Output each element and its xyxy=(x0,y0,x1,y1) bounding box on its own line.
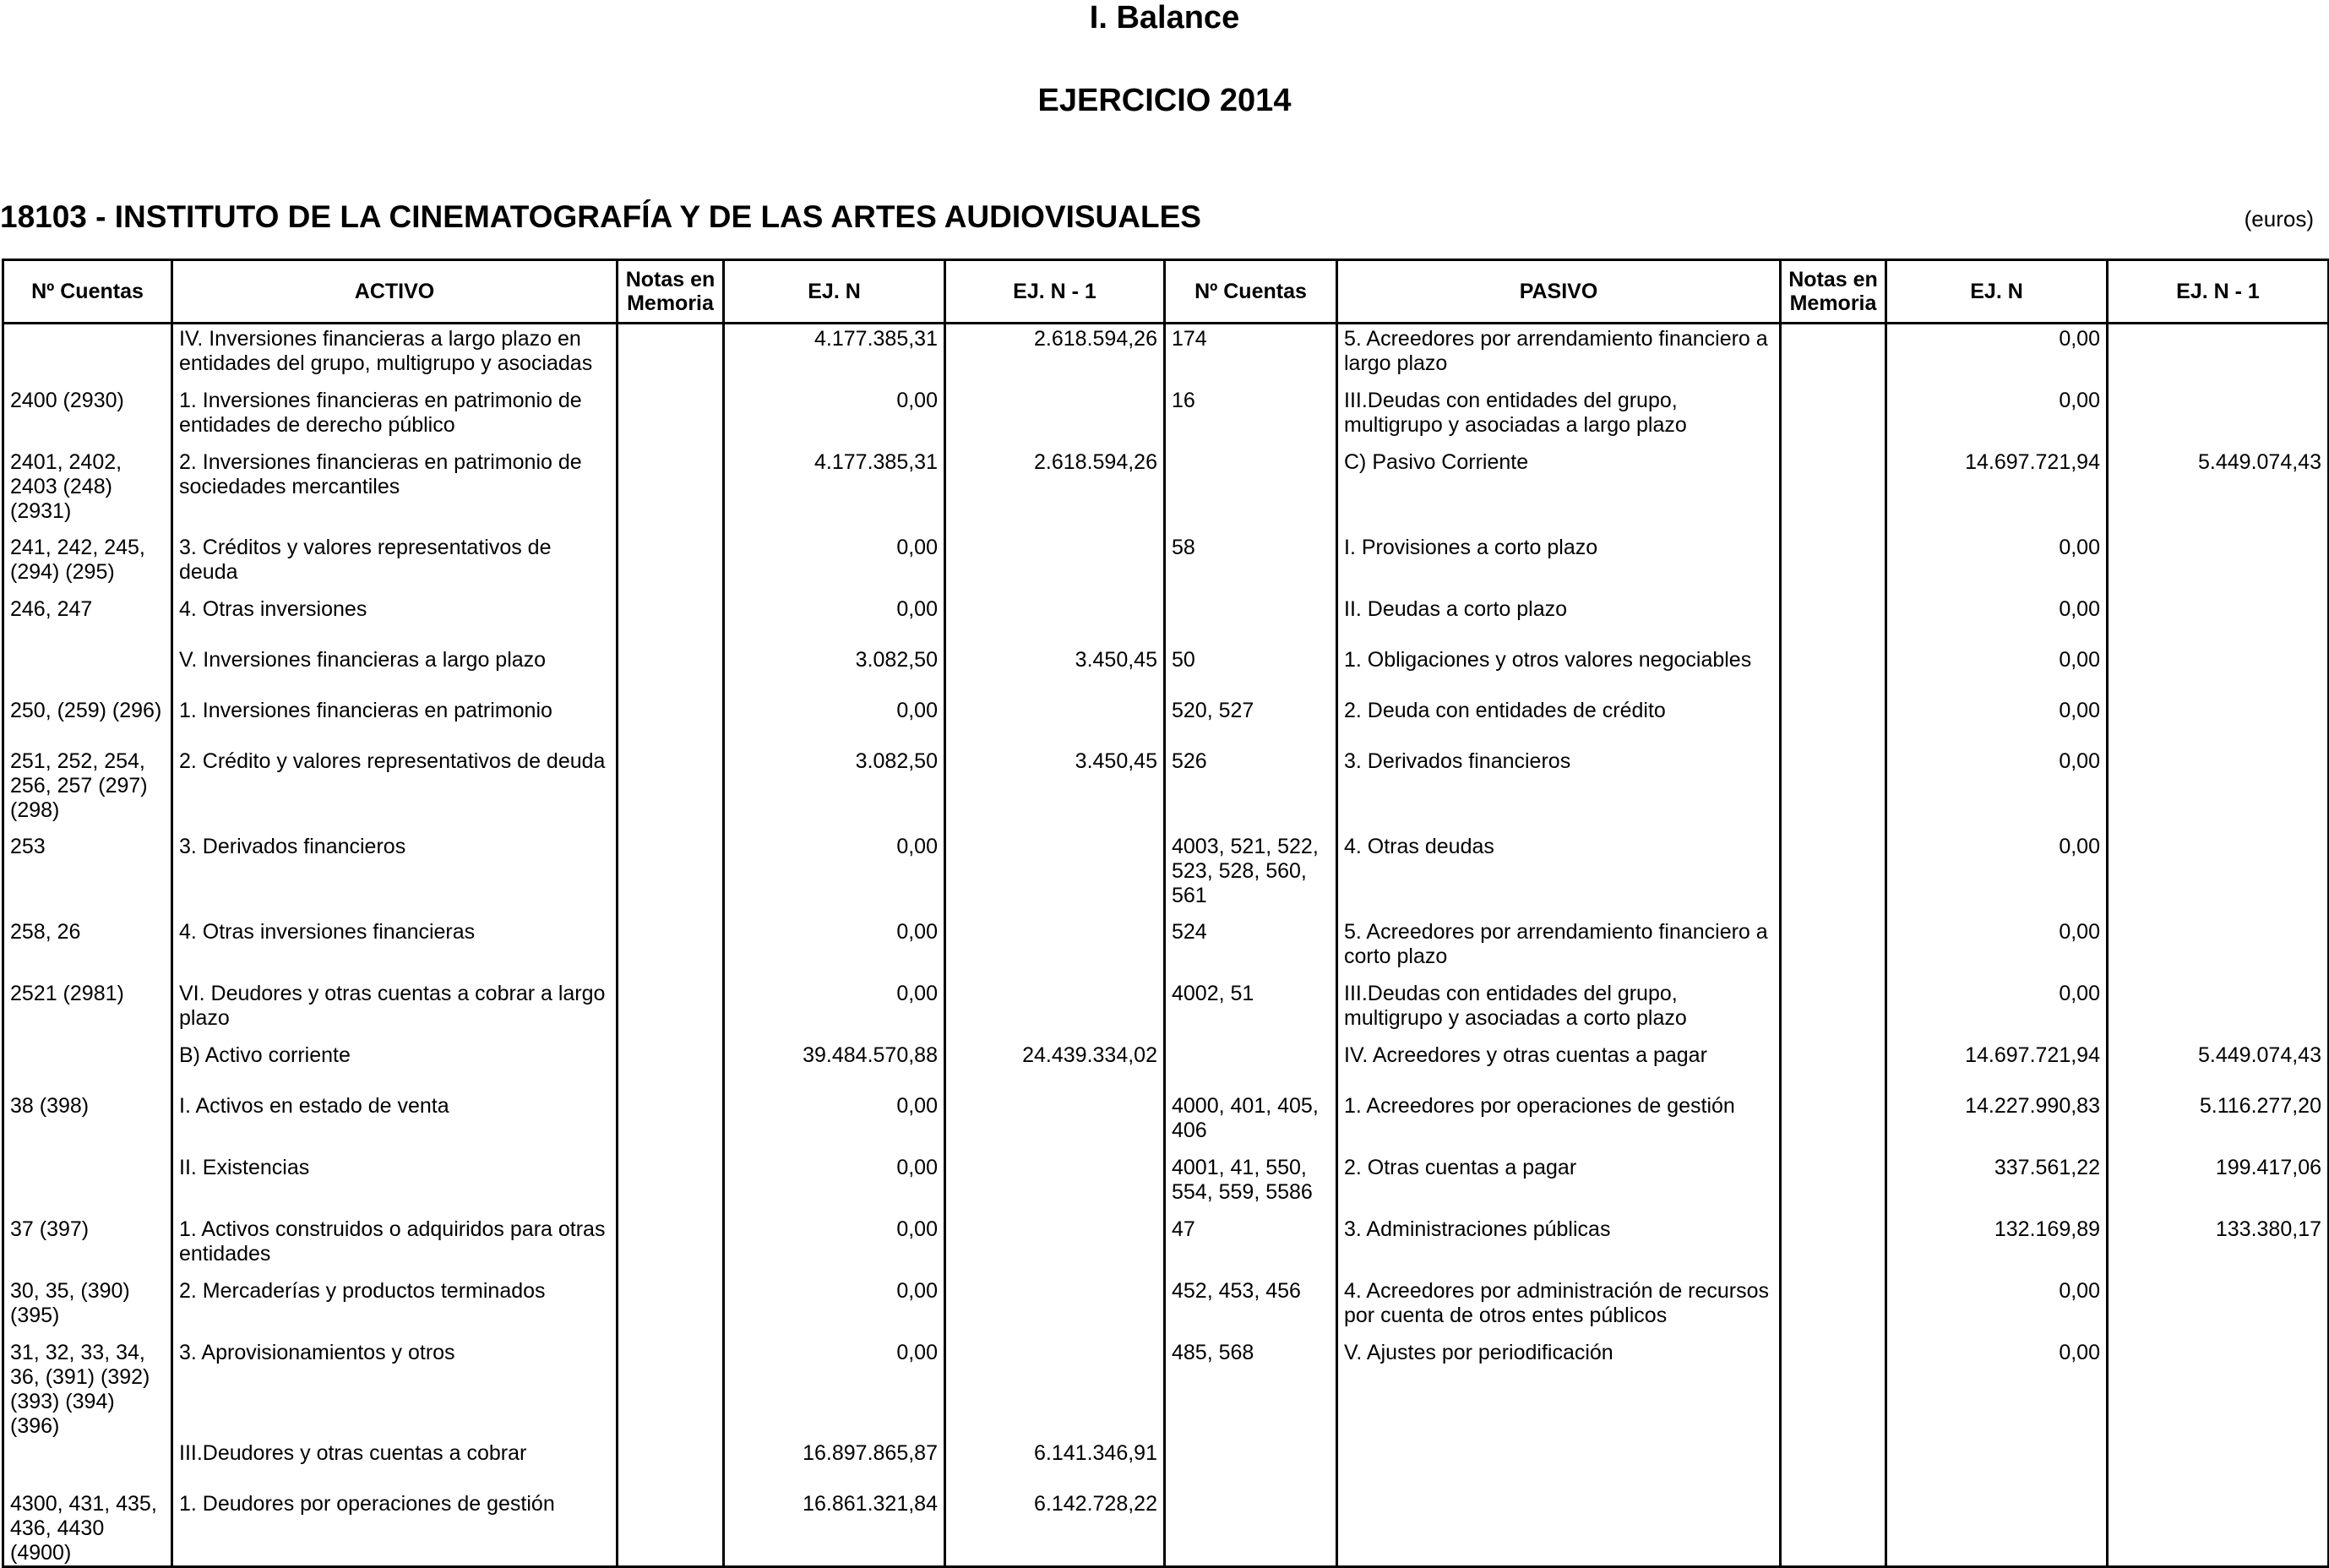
account-codes-pasivo xyxy=(1165,448,1337,533)
notes-activo xyxy=(618,696,724,747)
value-ej-n1-activo: 24.439.334,02 xyxy=(945,1041,1165,1092)
notes-activo xyxy=(618,595,724,645)
col-header-activo: ACTIVO xyxy=(172,260,618,324)
notes-pasivo xyxy=(1781,1439,1886,1489)
table-row xyxy=(3,1439,2329,1489)
activo-concept: 3. Derivados financieros xyxy=(172,832,618,917)
account-codes-activo: 2401, 2402, 2403 (248) (2931) xyxy=(3,448,172,533)
value-ej-n1-activo xyxy=(945,696,1165,747)
notes-pasivo xyxy=(1781,1489,1886,1567)
currency-units: (euros) xyxy=(2244,206,2314,231)
table-row xyxy=(3,595,2329,645)
activo-concept: 1. Inversiones financieras en patrimonio xyxy=(172,696,618,747)
table-row xyxy=(3,832,2329,917)
account-codes-activo xyxy=(3,1153,172,1215)
notes-activo xyxy=(618,1277,724,1338)
table-header-row xyxy=(3,260,2329,324)
account-codes-pasivo: 4003, 521, 522, 523, 528, 560, 561 xyxy=(1165,832,1337,917)
value-ej-n-activo: 4.177.385,31 xyxy=(724,448,945,533)
account-codes-pasivo: 50 xyxy=(1165,645,1337,696)
value-ej-n1-pasivo xyxy=(2108,832,2329,917)
value-ej-n1-activo xyxy=(945,595,1165,645)
notes-pasivo xyxy=(1781,832,1886,917)
value-ej-n1-pasivo: 133.380,17 xyxy=(2108,1215,2329,1277)
table-row xyxy=(3,448,2329,533)
notes-activo xyxy=(618,1153,724,1215)
activo-concept: 1. Activos construidos o adquiridos para otras entidades xyxy=(172,1215,618,1277)
value-ej-n-pasivo: 0,00 xyxy=(1886,1338,2108,1439)
account-codes-pasivo: 58 xyxy=(1165,533,1337,595)
activo-concept: B) Activo corriente xyxy=(172,1041,618,1092)
pasivo-concept: 2. Otras cuentas a pagar xyxy=(1337,1153,1781,1215)
value-ej-n1-pasivo xyxy=(2108,645,2329,696)
activo-concept: 4. Otras inversiones financieras xyxy=(172,917,618,979)
col-header-notas-activo: Notas en Memoria xyxy=(618,260,724,324)
value-ej-n1-pasivo: 199.417,06 xyxy=(2108,1153,2329,1215)
col-header-ej-n-pasivo: EJ. N xyxy=(1886,260,2108,324)
fiscal-year-title: EJERCICIO 2014 xyxy=(1037,83,1292,118)
table-row xyxy=(3,645,2329,696)
value-ej-n1-activo xyxy=(945,386,1165,448)
account-codes-activo: 31, 32, 33, 34, 36, (391) (392) (393) (394) (396) xyxy=(3,1338,172,1439)
pasivo-concept: 1. Obligaciones y otros valores negociables xyxy=(1337,645,1781,696)
notes-pasivo xyxy=(1781,1215,1886,1277)
table-row xyxy=(3,1041,2329,1092)
value-ej-n-pasivo: 0,00 xyxy=(1886,533,2108,595)
value-ej-n1-pasivo xyxy=(2108,386,2329,448)
value-ej-n1-pasivo xyxy=(2108,1277,2329,1338)
table-row xyxy=(3,324,2329,387)
value-ej-n-pasivo: 14.697.721,94 xyxy=(1886,448,2108,533)
notes-activo xyxy=(618,1215,724,1277)
account-codes-pasivo: 526 xyxy=(1165,747,1337,832)
col-header-cuentas-pasivo: Nº Cuentas xyxy=(1165,260,1337,324)
value-ej-n-activo: 0,00 xyxy=(724,1153,945,1215)
account-codes-activo: 258, 26 xyxy=(3,917,172,979)
col-header-pasivo: PASIVO xyxy=(1337,260,1781,324)
account-codes-pasivo: 485, 568 xyxy=(1165,1338,1337,1439)
account-codes-activo xyxy=(3,324,172,387)
col-header-cuentas-activo: Nº Cuentas xyxy=(3,260,172,324)
value-ej-n-activo: 0,00 xyxy=(724,832,945,917)
value-ej-n1-activo: 6.142.728,22 xyxy=(945,1489,1165,1567)
account-codes-activo xyxy=(3,1041,172,1092)
pasivo-concept: 3. Derivados financieros xyxy=(1337,747,1781,832)
notes-activo xyxy=(618,386,724,448)
notes-pasivo xyxy=(1781,917,1886,979)
account-codes-activo: 30, 35, (390) (395) xyxy=(3,1277,172,1338)
col-header-notas-pasivo: Notas en Memoria xyxy=(1781,260,1886,324)
notes-pasivo xyxy=(1781,595,1886,645)
activo-concept: 2. Inversiones financieras en patrimonio de sociedades mercantiles xyxy=(172,448,618,533)
notes-pasivo xyxy=(1781,1338,1886,1439)
notes-pasivo xyxy=(1781,1092,1886,1153)
account-codes-pasivo: 452, 453, 456 xyxy=(1165,1277,1337,1338)
table-row xyxy=(3,1092,2329,1153)
account-codes-pasivo: 524 xyxy=(1165,917,1337,979)
value-ej-n-activo: 0,00 xyxy=(724,595,945,645)
account-codes-pasivo xyxy=(1165,1041,1337,1092)
value-ej-n-activo: 0,00 xyxy=(724,1338,945,1439)
notes-pasivo xyxy=(1781,1277,1886,1338)
notes-pasivo xyxy=(1781,533,1886,595)
value-ej-n1-pasivo xyxy=(2108,1489,2329,1567)
account-codes-pasivo: 174 xyxy=(1165,324,1337,387)
pasivo-concept xyxy=(1337,1489,1781,1567)
value-ej-n-activo: 16.861.321,84 xyxy=(724,1489,945,1567)
notes-pasivo xyxy=(1781,645,1886,696)
notes-activo xyxy=(618,533,724,595)
notes-activo xyxy=(618,324,724,387)
activo-concept: V. Inversiones financieras a largo plazo xyxy=(172,645,618,696)
notes-activo xyxy=(618,1041,724,1092)
col-header-ej-n1-pasivo: EJ. N - 1 xyxy=(2108,260,2329,324)
account-codes-pasivo xyxy=(1165,1439,1337,1489)
activo-concept: 3. Créditos y valores representativos de deuda xyxy=(172,533,618,595)
activo-concept: 3. Aprovisionamientos y otros xyxy=(172,1338,618,1439)
value-ej-n-pasivo: 337.561,22 xyxy=(1886,1153,2108,1215)
value-ej-n1-activo xyxy=(945,1277,1165,1338)
notes-pasivo xyxy=(1781,979,1886,1041)
value-ej-n1-activo xyxy=(945,1092,1165,1153)
value-ej-n-pasivo: 14.227.990,83 xyxy=(1886,1092,2108,1153)
value-ej-n-activo: 39.484.570,88 xyxy=(724,1041,945,1092)
value-ej-n1-pasivo xyxy=(2108,696,2329,747)
value-ej-n-activo: 0,00 xyxy=(724,1092,945,1153)
value-ej-n-activo: 0,00 xyxy=(724,1277,945,1338)
value-ej-n-pasivo: 0,00 xyxy=(1886,1277,2108,1338)
value-ej-n-pasivo xyxy=(1886,1439,2108,1489)
value-ej-n-activo: 0,00 xyxy=(724,979,945,1041)
value-ej-n1-activo xyxy=(945,917,1165,979)
table-row xyxy=(3,1277,2329,1338)
value-ej-n1-activo xyxy=(945,533,1165,595)
account-codes-pasivo: 4000, 401, 405, 406 xyxy=(1165,1092,1337,1153)
pasivo-concept: 4. Otras deudas xyxy=(1337,832,1781,917)
notes-pasivo xyxy=(1781,324,1886,387)
value-ej-n-activo: 3.082,50 xyxy=(724,645,945,696)
value-ej-n-activo: 4.177.385,31 xyxy=(724,324,945,387)
account-codes-pasivo xyxy=(1165,1489,1337,1567)
value-ej-n-pasivo: 0,00 xyxy=(1886,832,2108,917)
value-ej-n1-activo: 3.450,45 xyxy=(945,645,1165,696)
value-ej-n-activo: 0,00 xyxy=(724,917,945,979)
activo-concept: IV. Inversiones financieras a largo plazo en entidades del grupo, multigrupo y asociadas xyxy=(172,324,618,387)
value-ej-n-pasivo: 0,00 xyxy=(1886,917,2108,979)
account-codes-activo: 246, 247 xyxy=(3,595,172,645)
notes-activo xyxy=(618,979,724,1041)
pasivo-concept: 4. Acreedores por administración de recursos por cuenta de otros entes públicos xyxy=(1337,1277,1781,1338)
value-ej-n1-pasivo xyxy=(2108,324,2329,387)
entity-name: 18103 - INSTITUTO DE LA CINEMATOGRAFÍA Y DE LAS ARTES AUDIOVISUALES xyxy=(0,199,1201,234)
page-title: I. Balance xyxy=(1089,0,1240,35)
value-ej-n1-activo: 2.618.594,26 xyxy=(945,448,1165,533)
table-row xyxy=(3,1338,2329,1439)
value-ej-n1-activo xyxy=(945,832,1165,917)
table-row xyxy=(3,533,2329,595)
account-codes-activo xyxy=(3,645,172,696)
value-ej-n-pasivo: 0,00 xyxy=(1886,595,2108,645)
account-codes-activo: 250, (259) (296) xyxy=(3,696,172,747)
notes-pasivo xyxy=(1781,386,1886,448)
value-ej-n1-pasivo xyxy=(2108,533,2329,595)
value-ej-n1-pasivo: 5.449.074,43 xyxy=(2108,448,2329,533)
value-ej-n1-pasivo: 5.449.074,43 xyxy=(2108,1041,2329,1092)
notes-activo xyxy=(618,645,724,696)
notes-pasivo xyxy=(1781,747,1886,832)
pasivo-concept: 5. Acreedores por arrendamiento financiero a largo plazo xyxy=(1337,324,1781,387)
pasivo-concept: I. Provisiones a corto plazo xyxy=(1337,533,1781,595)
notes-activo xyxy=(618,1439,724,1489)
activo-concept: II. Existencias xyxy=(172,1153,618,1215)
pasivo-concept: C) Pasivo Corriente xyxy=(1337,448,1781,533)
pasivo-concept: 3. Administraciones públicas xyxy=(1337,1215,1781,1277)
activo-concept: VI. Deudores y otras cuentas a cobrar a largo plazo xyxy=(172,979,618,1041)
value-ej-n-pasivo: 132.169,89 xyxy=(1886,1215,2108,1277)
table-row xyxy=(3,917,2329,979)
activo-concept: I. Activos en estado de venta xyxy=(172,1092,618,1153)
account-codes-pasivo xyxy=(1165,595,1337,645)
notes-activo xyxy=(618,448,724,533)
notes-activo xyxy=(618,832,724,917)
notes-activo xyxy=(618,1489,724,1567)
value-ej-n1-activo xyxy=(945,1215,1165,1277)
activo-concept: 2. Mercaderías y productos terminados xyxy=(172,1277,618,1338)
value-ej-n-pasivo: 0,00 xyxy=(1886,324,2108,387)
balance-table xyxy=(2,259,2329,1568)
value-ej-n-activo: 0,00 xyxy=(724,386,945,448)
account-codes-activo: 241, 242, 245, (294) (295) xyxy=(3,533,172,595)
col-header-ej-n1-activo: EJ. N - 1 xyxy=(945,260,1165,324)
account-codes-activo: 38 (398) xyxy=(3,1092,172,1153)
value-ej-n-activo: 0,00 xyxy=(724,1215,945,1277)
account-codes-activo: 251, 252, 254, 256, 257 (297) (298) xyxy=(3,747,172,832)
pasivo-concept: 1. Acreedores por operaciones de gestión xyxy=(1337,1092,1781,1153)
notes-pasivo xyxy=(1781,696,1886,747)
notes-activo xyxy=(618,917,724,979)
value-ej-n1-pasivo xyxy=(2108,917,2329,979)
pasivo-concept: V. Ajustes por periodificación xyxy=(1337,1338,1781,1439)
value-ej-n1-pasivo xyxy=(2108,1338,2329,1439)
value-ej-n1-pasivo xyxy=(2108,979,2329,1041)
value-ej-n-activo: 3.082,50 xyxy=(724,747,945,832)
value-ej-n-activo: 0,00 xyxy=(724,696,945,747)
value-ej-n-pasivo xyxy=(1886,1489,2108,1567)
value-ej-n-activo: 16.897.865,87 xyxy=(724,1439,945,1489)
activo-concept: 1. Inversiones financieras en patrimonio de entidades de derecho público xyxy=(172,386,618,448)
value-ej-n-pasivo: 0,00 xyxy=(1886,386,2108,448)
pasivo-concept: 2. Deuda con entidades de crédito xyxy=(1337,696,1781,747)
account-codes-pasivo: 4001, 41, 550, 554, 559, 5586 xyxy=(1165,1153,1337,1215)
value-ej-n1-pasivo xyxy=(2108,747,2329,832)
value-ej-n1-activo: 2.618.594,26 xyxy=(945,324,1165,387)
value-ej-n1-pasivo xyxy=(2108,595,2329,645)
value-ej-n1-pasivo: 5.116.277,20 xyxy=(2108,1092,2329,1153)
pasivo-concept: II. Deudas a corto plazo xyxy=(1337,595,1781,645)
pasivo-concept: III.Deudas con entidades del grupo, multigrupo y asociadas a largo plazo xyxy=(1337,386,1781,448)
value-ej-n-pasivo: 0,00 xyxy=(1886,645,2108,696)
pasivo-concept: III.Deudas con entidades del grupo, multigrupo y asociadas a corto plazo xyxy=(1337,979,1781,1041)
activo-concept: 4. Otras inversiones xyxy=(172,595,618,645)
value-ej-n-pasivo: 14.697.721,94 xyxy=(1886,1041,2108,1092)
account-codes-activo: 2521 (2981) xyxy=(3,979,172,1041)
table-row xyxy=(3,747,2329,832)
account-codes-pasivo: 520, 527 xyxy=(1165,696,1337,747)
value-ej-n1-activo: 3.450,45 xyxy=(945,747,1165,832)
value-ej-n-pasivo: 0,00 xyxy=(1886,979,2108,1041)
table-row xyxy=(3,979,2329,1041)
notes-pasivo xyxy=(1781,448,1886,533)
notes-activo xyxy=(618,1092,724,1153)
notes-activo xyxy=(618,1338,724,1439)
activo-concept: 1. Deudores por operaciones de gestión xyxy=(172,1489,618,1567)
pasivo-concept: IV. Acreedores y otras cuentas a pagar xyxy=(1337,1041,1781,1092)
account-codes-activo: 37 (397) xyxy=(3,1215,172,1277)
value-ej-n1-activo: 6.141.346,91 xyxy=(945,1439,1165,1489)
pasivo-concept xyxy=(1337,1439,1781,1489)
table-row xyxy=(3,1215,2329,1277)
value-ej-n1-activo xyxy=(945,1153,1165,1215)
activo-concept: III.Deudores y otras cuentas a cobrar xyxy=(172,1439,618,1489)
notes-pasivo xyxy=(1781,1153,1886,1215)
account-codes-activo: 2400 (2930) xyxy=(3,386,172,448)
account-codes-activo: 253 xyxy=(3,832,172,917)
account-codes-activo xyxy=(3,1439,172,1489)
value-ej-n1-pasivo xyxy=(2108,1439,2329,1489)
account-codes-pasivo: 16 xyxy=(1165,386,1337,448)
table-row xyxy=(3,386,2329,448)
table-row xyxy=(3,696,2329,747)
notes-pasivo xyxy=(1781,1041,1886,1092)
table-row xyxy=(3,1153,2329,1215)
account-codes-pasivo: 4002, 51 xyxy=(1165,979,1337,1041)
col-header-ej-n-activo: EJ. N xyxy=(724,260,945,324)
pasivo-concept: 5. Acreedores por arrendamiento financiero a corto plazo xyxy=(1337,917,1781,979)
value-ej-n-pasivo: 0,00 xyxy=(1886,747,2108,832)
account-codes-activo: 4300, 431, 435, 436, 4430 (4900) xyxy=(3,1489,172,1567)
value-ej-n-activo: 0,00 xyxy=(724,533,945,595)
notes-activo xyxy=(618,747,724,832)
table-row xyxy=(3,1489,2329,1567)
value-ej-n-pasivo: 0,00 xyxy=(1886,696,2108,747)
value-ej-n1-activo xyxy=(945,979,1165,1041)
activo-concept: 2. Crédito y valores representativos de deuda xyxy=(172,747,618,832)
account-codes-pasivo: 47 xyxy=(1165,1215,1337,1277)
value-ej-n1-activo xyxy=(945,1338,1165,1439)
